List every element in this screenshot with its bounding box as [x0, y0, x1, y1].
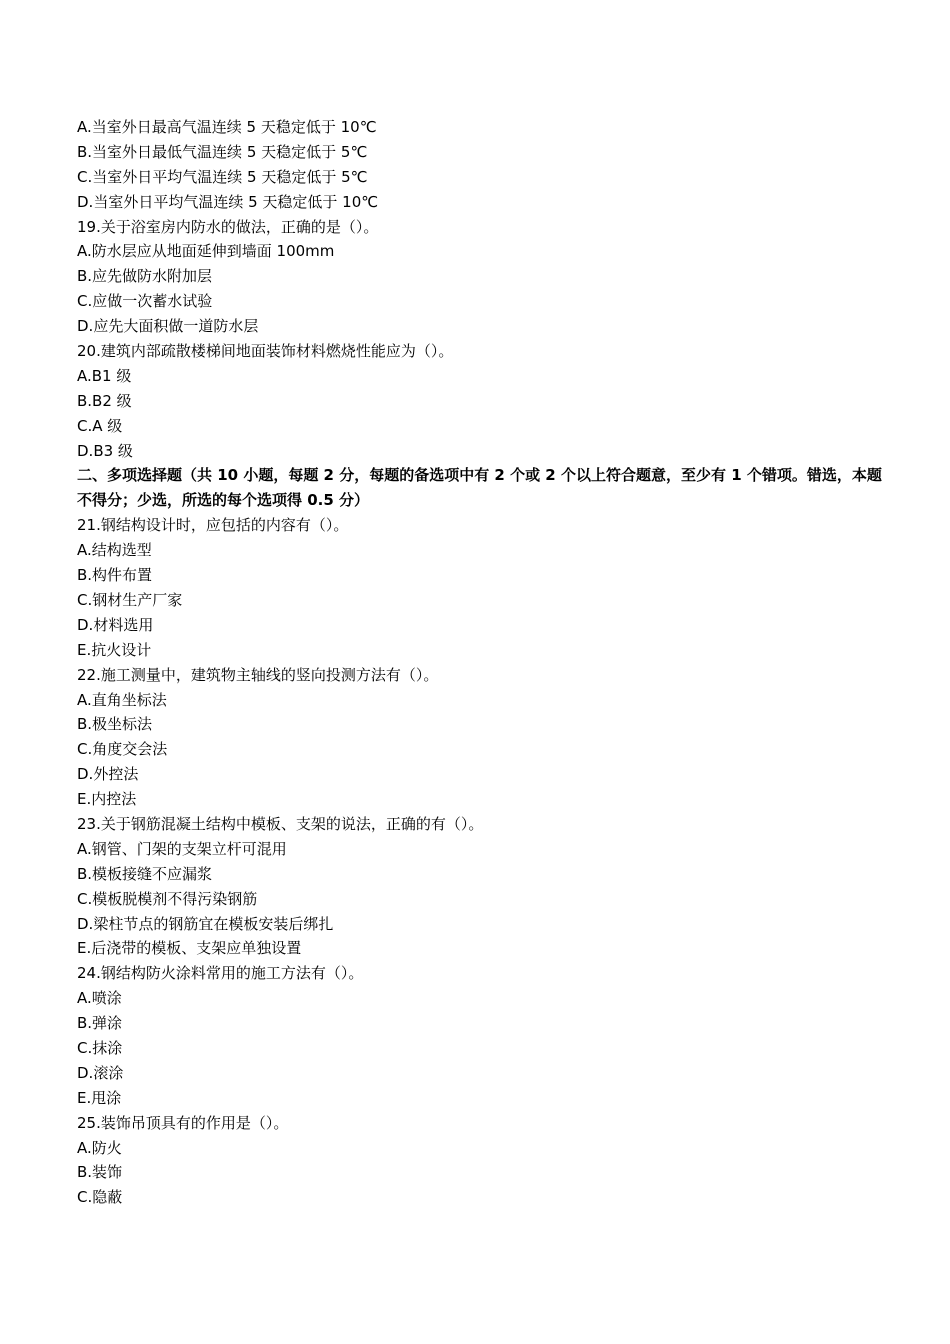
answer-option: D.B3 级 [77, 441, 133, 460]
answer-option: A.当室外日最高气温连续 5 天稳定低于 10℃ [77, 118, 377, 136]
answer-option: D.梁柱节点的钢筋宜在模板安装后绑扎 [77, 914, 334, 933]
question-stem: 21.钢结构设计时，应包括的内容有（）。 [77, 516, 349, 535]
answer-option: E.后浇带的模板、支架应单独设置 [77, 939, 302, 958]
question-block-single-choice [77, 115, 889, 463]
question-stem: 24.钢结构防火涂料常用的施工方法有（）。 [77, 964, 364, 983]
answer-option: A.B1 级 [77, 366, 132, 385]
document-content [77, 115, 889, 1210]
answer-option: C.抹涂 [77, 1038, 123, 1057]
answer-option: E.抗火设计 [77, 640, 152, 659]
question-stem: 22.施工测量中，建筑物主轴线的竖向投测方法有（）。 [77, 665, 439, 684]
question-stem: 19.关于浴室房内防水的做法，正确的是（）。 [77, 217, 379, 236]
answer-option: A.防水层应从地面延伸到墙面 100mm [77, 242, 335, 261]
answer-option: B.B2 级 [77, 391, 132, 410]
answer-option: B.当室外日最低气温连续 5 天稳定低于 5℃ [77, 142, 368, 161]
answer-option: E.甩涂 [77, 1088, 122, 1107]
answer-option: C.钢材生产厂家 [77, 590, 183, 609]
answer-option: C.应做一次蓄水试验 [77, 292, 213, 311]
answer-option: E.内控法 [77, 790, 137, 809]
question-block-multiple-choice [77, 513, 889, 1210]
answer-option: D.材料选用 [77, 615, 154, 634]
answer-option: A.结构选型 [77, 541, 152, 560]
answer-option: B.构件布置 [77, 566, 153, 585]
answer-option: D.当室外日平均气温连续 5 天稳定低于 10℃ [77, 192, 379, 211]
question-stem: 20.建筑内部疏散楼梯间地面装饰材料燃烧性能应为（）。 [77, 342, 454, 361]
answer-option: D.应先大面积做一道防水层 [77, 317, 259, 336]
section-heading: 二、多项选择题（共 10 小题，每题 2 分，每题的备选项中有 2 个或 2 个以上符合题意，至少有 1 个错项。错选，本题不得分；少选，所选的每个选项得 0.5 分） [77, 466, 882, 510]
answer-option: A.防火 [77, 1138, 122, 1157]
answer-option: A.直角坐标法 [77, 690, 167, 709]
answer-option: B.模板接缝不应漏浆 [77, 864, 213, 883]
answer-option: C.A 级 [77, 416, 123, 435]
answer-option: B.极坐标法 [77, 715, 153, 734]
answer-option: C.模板脱模剂不得污染钢筋 [77, 889, 258, 908]
answer-option: C.隐蔽 [77, 1188, 123, 1207]
answer-option: D.外控法 [77, 765, 139, 784]
question-stem: 23.关于钢筋混凝土结构中模板、支架的说法，正确的有（）。 [77, 814, 484, 833]
answer-option: A.钢管、门架的支架立杆可混用 [77, 839, 287, 858]
question-stem: 25.装饰吊顶具有的作用是（）。 [77, 1113, 289, 1132]
answer-option: B.应先做防水附加层 [77, 267, 213, 286]
answer-option: C.当室外日平均气温连续 5 天稳定低于 5℃ [77, 167, 368, 186]
answer-option: D.滚涂 [77, 1063, 124, 1082]
answer-option: B.弹涂 [77, 1014, 123, 1033]
answer-option: C.角度交会法 [77, 740, 168, 759]
answer-option: A.喷涂 [77, 989, 122, 1008]
answer-option: B.装饰 [77, 1163, 123, 1182]
